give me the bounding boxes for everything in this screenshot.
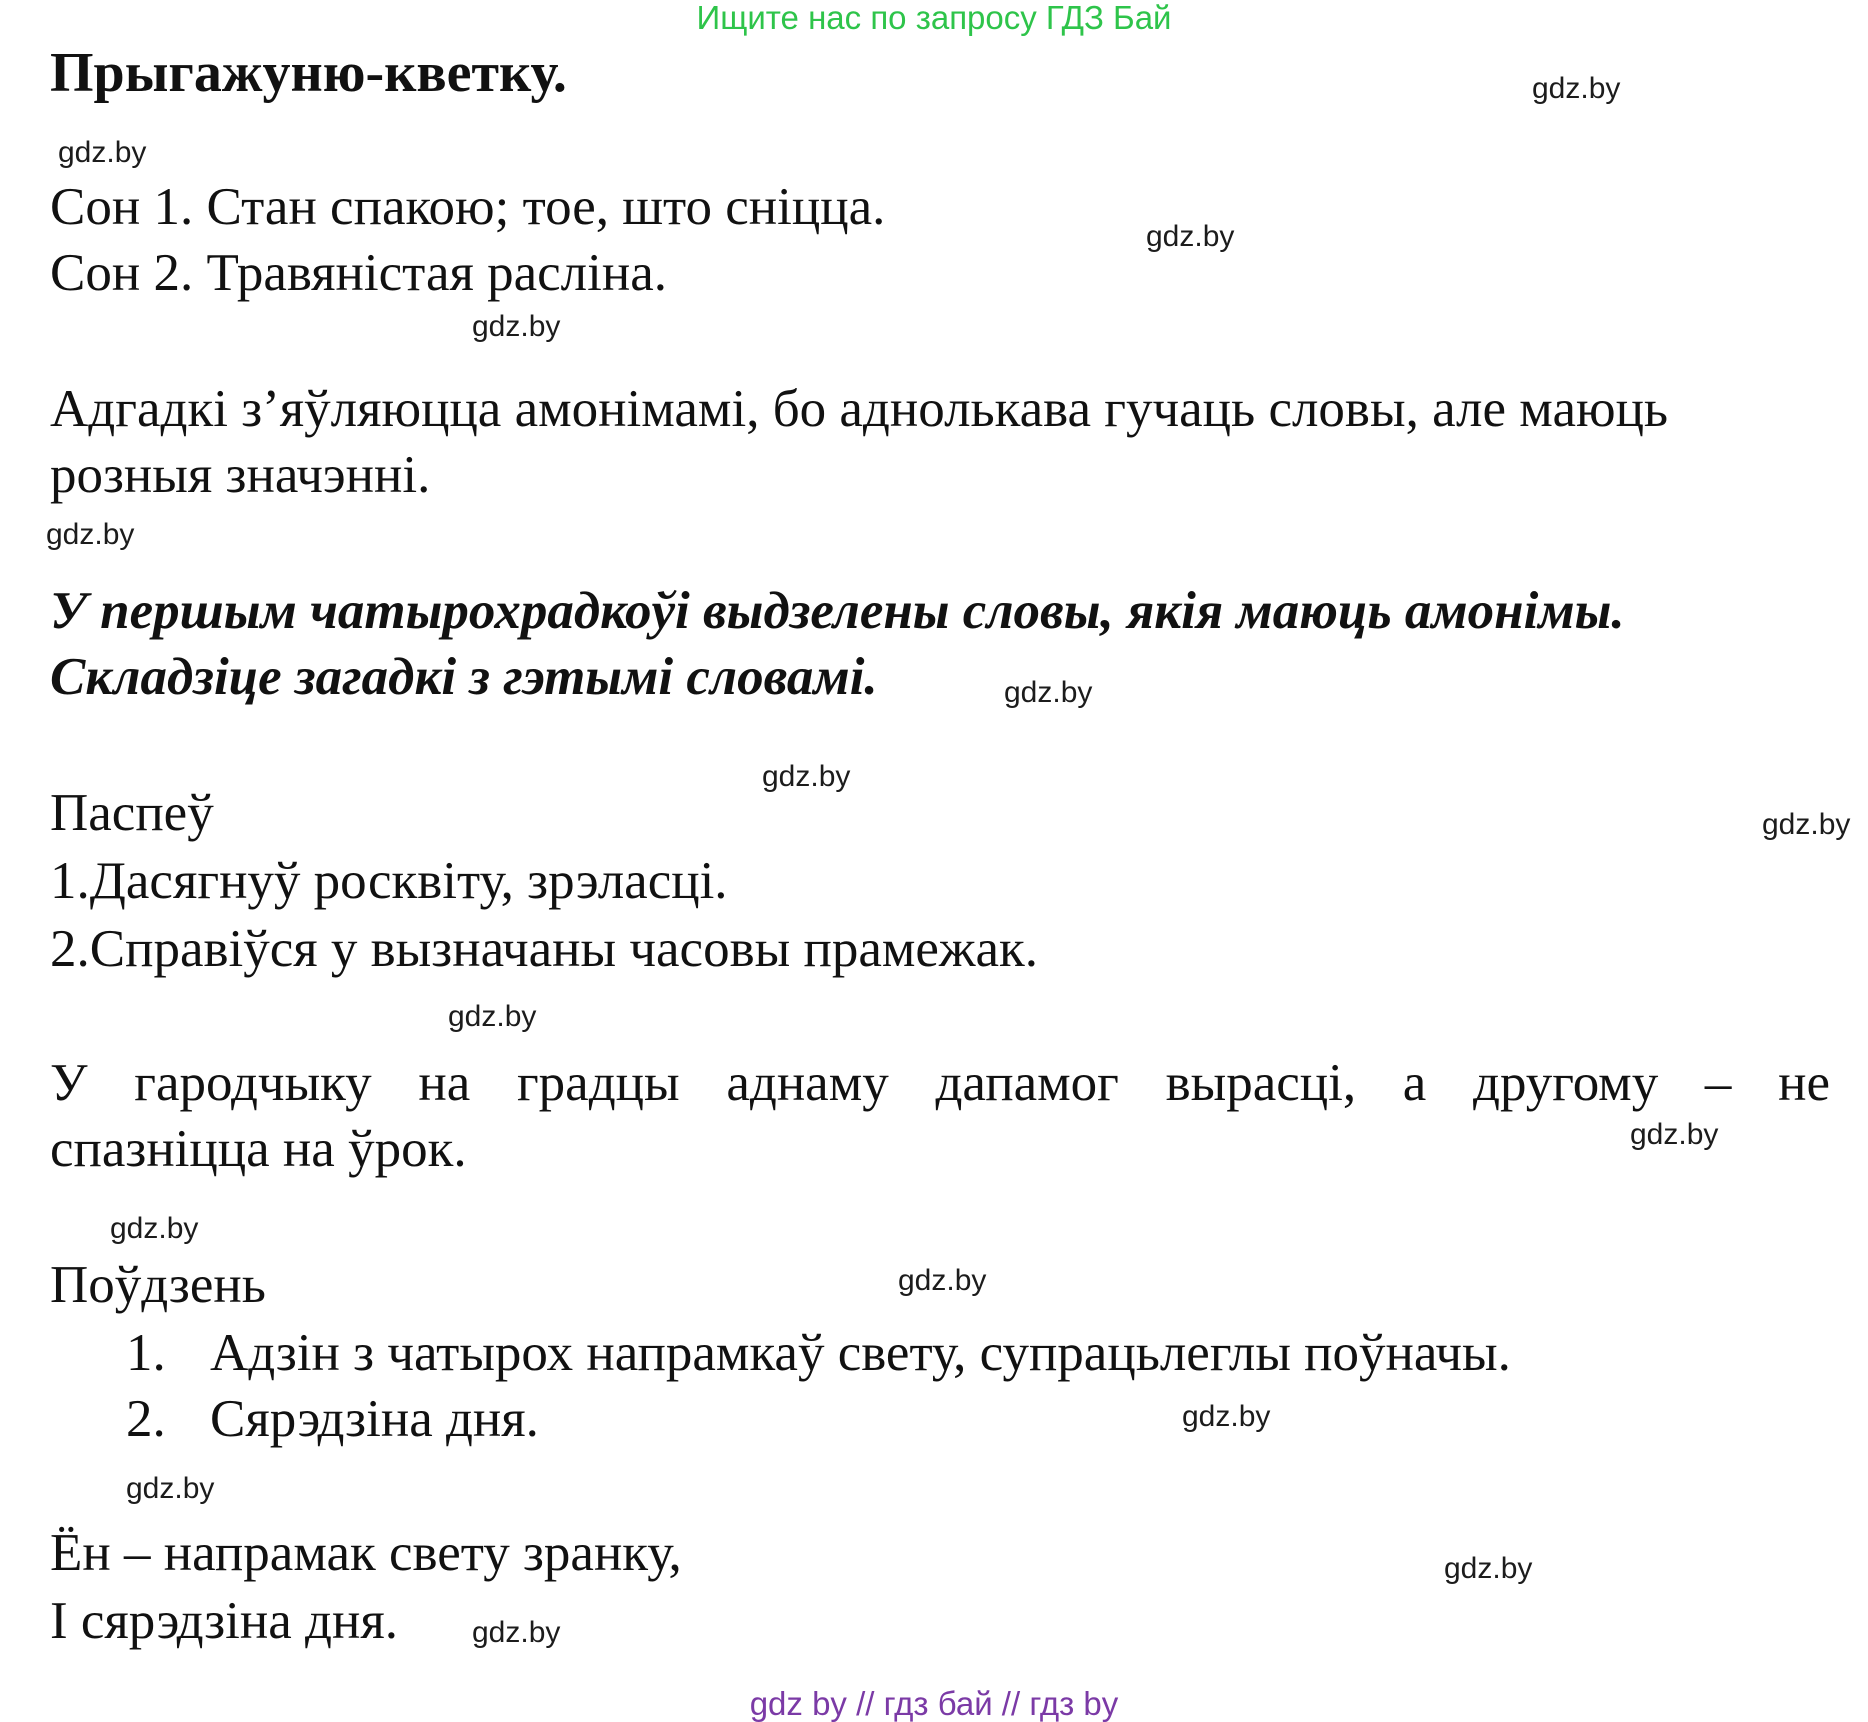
paspeu-item-1: 1.Дасягнуў росквіту, зрэласці.: [50, 852, 728, 910]
son1-line: Сон 1. Стан спакою; тое, што сніцца.: [50, 178, 886, 236]
riddle2-line-1: Ён – напрамак свету зранку,: [50, 1524, 682, 1582]
poudzen-item-2-number: 2.: [126, 1390, 166, 1448]
riddle1-line-2: спазніцца на ўрок.: [50, 1120, 467, 1178]
riddle2-line-2: І сярэдзіна дня.: [50, 1592, 398, 1650]
watermark: gdz.by: [1532, 72, 1621, 105]
poudzen-item-1-text: Адзін з чатырох напрамкаў свету, супрацьлеглы поўначы.: [210, 1324, 1511, 1382]
watermark: gdz.by: [126, 1472, 215, 1505]
footer-links[interactable]: gdz by // гдз бай // гдз by: [749, 1685, 1119, 1722]
riddle1-line-1: У гародчыку на градцы аднаму дапамог вырасці, а другому – не: [50, 1054, 1830, 1112]
poudzen-item-2: [126, 1386, 539, 1452]
explain-line-1: Адгадкі з’яўляюцца амонімамі, бо аднолькава гучаць словы, але маюць: [50, 380, 1669, 438]
paspeu-item-2: 2.Справіўся у вызначаны часовы прамежак.: [50, 920, 1039, 978]
watermark: gdz.by: [1004, 676, 1093, 709]
paspeu-heading: Паспеў: [50, 784, 214, 842]
watermark: gdz.by: [898, 1264, 987, 1297]
explain-line-2: розныя значэнні.: [50, 446, 431, 504]
watermark: gdz.by: [1444, 1552, 1533, 1585]
son2-line: Сон 2. Травяністая расліна.: [50, 244, 667, 302]
task-line-1: У першым чатырохрадкоўі выдзелены словы, якія маюць амонімы.: [50, 582, 1625, 640]
poudzen-heading: Поўдзень: [50, 1256, 266, 1314]
watermark: gdz.by: [1762, 808, 1851, 841]
riddle1: [50, 1050, 1830, 1182]
page-title: Прыгажуню-кветку.: [50, 42, 567, 104]
top-banner[interactable]: Ищите нас по запросу ГДЗ Бай: [696, 0, 1172, 36]
watermark: gdz.by: [472, 1616, 561, 1649]
poudzen-item-1: [126, 1320, 1511, 1386]
watermark: gdz.by: [1630, 1118, 1719, 1151]
watermark: gdz.by: [762, 760, 851, 793]
watermark: gdz.by: [1146, 220, 1235, 253]
poudzen-item-2-text: Сярэдзіна дня.: [210, 1390, 539, 1448]
poudzen-item-1-number: 1.: [126, 1324, 166, 1382]
watermark: gdz.by: [1182, 1400, 1271, 1433]
watermark: gdz.by: [58, 136, 147, 169]
watermark: gdz.by: [448, 1000, 537, 1033]
watermark: gdz.by: [110, 1212, 199, 1245]
watermark: gdz.by: [472, 310, 561, 343]
task-line-2: Складзіце загадкі з гэтымі словамі.: [50, 648, 878, 706]
watermark: gdz.by: [46, 518, 135, 551]
